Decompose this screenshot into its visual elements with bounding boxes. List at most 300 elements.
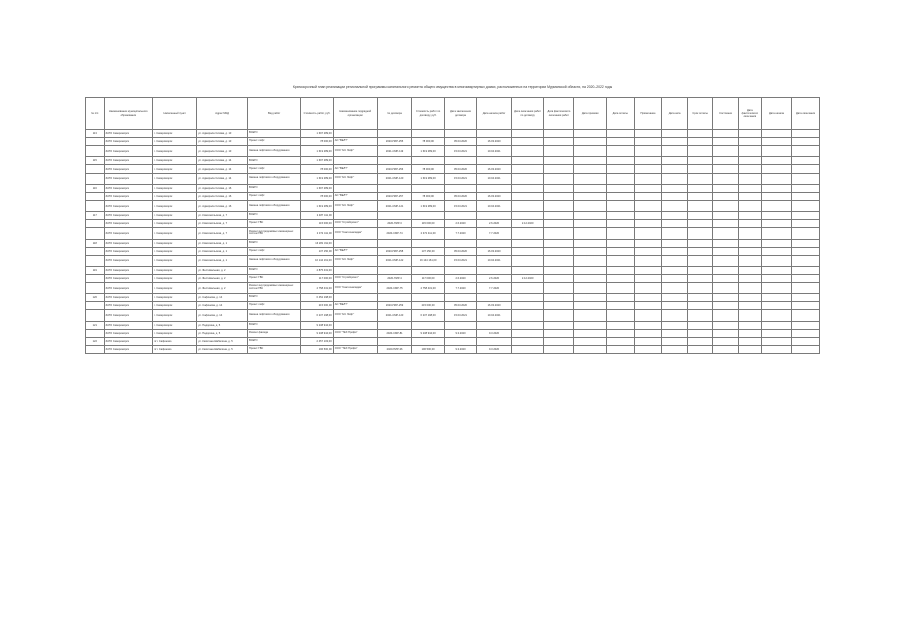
- table-cell: [544, 165, 574, 173]
- table-cell: АО "ВЕЛТ": [333, 192, 377, 200]
- table-cell: Замена лифтового оборудования: [248, 200, 301, 211]
- table-cell: [574, 228, 606, 239]
- table-cell: 122: [86, 337, 105, 345]
- table-cell: [738, 173, 761, 184]
- table-cell: [662, 165, 687, 173]
- table-cell: 78 000,00: [412, 165, 444, 173]
- table-cell: [713, 173, 738, 184]
- table-cell: 2021-СМР-123: [377, 310, 412, 321]
- table-cell: [544, 255, 574, 266]
- column-header: № п/п: [86, 98, 105, 130]
- table-cell: [761, 321, 791, 329]
- table-row: [86, 310, 820, 321]
- table-cell: [544, 184, 574, 192]
- table-cell: [687, 337, 712, 345]
- table-cell: [544, 294, 574, 302]
- table-cell: 05.03.2020: [444, 247, 476, 255]
- table-cell: ул. Адмирала Сизова, д. 14: [197, 157, 248, 165]
- table-cell: [606, 345, 634, 353]
- table-cell: 1 619 289,00: [301, 173, 333, 184]
- column-header: Стоимость работ, руб.: [301, 98, 333, 130]
- table-cell: [412, 212, 444, 220]
- column-header: Дата заключения договора: [444, 98, 476, 130]
- table-cell: [544, 192, 574, 200]
- table-cell: [761, 165, 791, 173]
- table-cell: [377, 266, 412, 274]
- table-cell: [511, 329, 543, 337]
- table-row: [86, 302, 820, 310]
- table-cell: [713, 130, 738, 138]
- table-cell: г. Североморск: [153, 228, 197, 239]
- table-cell: [606, 212, 634, 220]
- table-cell: ЗАТО Североморск: [104, 329, 153, 337]
- table-cell: [634, 345, 662, 353]
- table-cell: [477, 266, 512, 274]
- table-cell: [662, 255, 687, 266]
- table-cell: [477, 157, 512, 165]
- table-cell: [606, 200, 634, 211]
- table-cell: ЗАТО Североморск: [104, 321, 153, 329]
- table-cell: [713, 266, 738, 274]
- table-cell: ул. Падорина, д. 5: [197, 321, 248, 329]
- table-cell: [511, 266, 543, 274]
- table-cell: 2.6.2020: [444, 274, 476, 282]
- table-cell: [544, 212, 574, 220]
- table-cell: г. Североморск: [153, 329, 197, 337]
- table-cell: [444, 212, 476, 220]
- table-cell: [738, 200, 761, 211]
- table-cell: [761, 157, 791, 165]
- table-cell: [412, 294, 444, 302]
- table-cell: [761, 173, 791, 184]
- table-cell: [761, 274, 791, 282]
- table-cell: [713, 165, 738, 173]
- table-cell: 4 758 431,00: [301, 283, 333, 294]
- table-cell: [662, 283, 687, 294]
- table-cell: [713, 283, 738, 294]
- table-cell: [444, 321, 476, 329]
- table-cell: [574, 302, 606, 310]
- table-cell: Ремонт внутридомовых инженерных систем ГВС: [248, 228, 301, 239]
- table-cell: [687, 138, 712, 146]
- table-cell: [713, 212, 738, 220]
- table-cell: [738, 220, 761, 228]
- table-cell: [713, 302, 738, 310]
- table-cell: АО "ВЕЛТ": [333, 302, 377, 310]
- table-cell: [86, 165, 105, 173]
- column-header: Срок оплаты: [687, 98, 712, 130]
- table-cell: [86, 228, 105, 239]
- table-row: [86, 173, 820, 184]
- table-cell: [606, 294, 634, 302]
- table-cell: 2020-ПИР-36: [377, 345, 412, 353]
- table-cell: [634, 146, 662, 157]
- table-cell: [687, 228, 712, 239]
- table-cell: [792, 247, 820, 255]
- table-cell: ул. Фестивальная, д. 2: [197, 266, 248, 274]
- table-row: [86, 345, 820, 353]
- table-cell: Проект ГВС: [248, 220, 301, 228]
- table-cell: ЗАТО Североморск: [104, 294, 153, 302]
- table-cell: [574, 247, 606, 255]
- table-cell: г. Североморск: [153, 255, 197, 266]
- table-cell: [687, 212, 712, 220]
- table-cell: [792, 302, 820, 310]
- table-row: [86, 228, 820, 239]
- table-cell: [634, 228, 662, 239]
- table-cell: 9.3.2020: [444, 329, 476, 337]
- table-cell: [792, 266, 820, 274]
- table-cell: [574, 255, 606, 266]
- table-cell: [86, 283, 105, 294]
- table-cell: 16.03.2020: [477, 247, 512, 255]
- table-cell: [333, 266, 377, 274]
- table-cell: 15.03.2021: [444, 310, 476, 321]
- table-cell: 15.03.2021: [444, 173, 476, 184]
- table-cell: [662, 146, 687, 157]
- table-cell: г. Североморск: [153, 321, 197, 329]
- table-cell: 78 000,00: [301, 138, 333, 146]
- table-cell: [606, 283, 634, 294]
- table-row: [86, 294, 820, 302]
- table-cell: [687, 220, 712, 228]
- table-cell: [412, 337, 444, 345]
- table-cell: [511, 165, 543, 173]
- table-cell: [511, 192, 543, 200]
- column-header: Наименование муниципального образования: [104, 98, 153, 130]
- table-cell: 2.6.2020: [477, 220, 512, 228]
- table-cell: [738, 146, 761, 157]
- table-cell: [713, 247, 738, 255]
- table-cell: [606, 310, 634, 321]
- table-cell: АО "ВЕЛТ": [333, 165, 377, 173]
- table-row: [86, 146, 820, 157]
- table-cell: [713, 192, 738, 200]
- table-cell: 1 619 289,00: [412, 173, 444, 184]
- table-cell: 1 619 289,00: [412, 200, 444, 211]
- table-cell: 4 875 431,00: [301, 266, 333, 274]
- table-cell: [86, 329, 105, 337]
- table-cell: 9 238 944,00: [301, 329, 333, 337]
- table-cell: [634, 220, 662, 228]
- table-cell: 10.04.2021: [477, 200, 512, 211]
- table-cell: ЗАТО Североморск: [104, 228, 153, 239]
- table-cell: [634, 192, 662, 200]
- table-cell: [377, 337, 412, 345]
- table-cell: [574, 345, 606, 353]
- table-cell: ЗАТО Североморск: [104, 146, 153, 157]
- table-cell: [662, 310, 687, 321]
- table-cell: ул. Адмирала Сизова, д. 13: [197, 146, 248, 157]
- table-cell: [634, 310, 662, 321]
- column-header: Адрес МКД: [197, 98, 248, 130]
- table-cell: [333, 130, 377, 138]
- table-cell: [574, 294, 606, 302]
- table-cell: [761, 212, 791, 220]
- table-cell: [792, 200, 820, 211]
- table-cell: [792, 212, 820, 220]
- table-cell: г. Североморск: [153, 165, 197, 173]
- table-cell: ул. Комсомольская, д. 7: [197, 212, 248, 220]
- table-cell: [662, 130, 687, 138]
- table-cell: [687, 239, 712, 247]
- table-row: [86, 247, 820, 255]
- table-cell: [792, 138, 820, 146]
- table-cell: [662, 294, 687, 302]
- table-cell: ул. Адмирала Сизова, д. 13: [197, 130, 248, 138]
- table-cell: [477, 337, 512, 345]
- table-cell: [574, 266, 606, 274]
- table-cell: [412, 184, 444, 192]
- table-cell: [544, 345, 574, 353]
- table-cell: [792, 337, 820, 345]
- table-cell: [544, 146, 574, 157]
- table-cell: ВСЕГО: [248, 266, 301, 274]
- table-cell: [574, 138, 606, 146]
- table-cell: [477, 321, 512, 329]
- table-cell: [761, 200, 791, 211]
- table-cell: 7.7.2020: [444, 283, 476, 294]
- table-cell: [544, 130, 574, 138]
- table-cell: [761, 345, 791, 353]
- table-cell: [662, 138, 687, 146]
- table-cell: 16 144 161,00: [412, 255, 444, 266]
- table-cell: 16.03.2020: [477, 302, 512, 310]
- table-cell: ЗАТО Североморск: [104, 310, 153, 321]
- table-cell: ВСЕГО: [248, 294, 301, 302]
- table-cell: 10.04.2021: [477, 255, 512, 266]
- table-row: [86, 266, 820, 274]
- table-cell: [377, 157, 412, 165]
- table-row: [86, 200, 820, 211]
- table-cell: [444, 184, 476, 192]
- table-cell: ВСЕГО: [248, 130, 301, 138]
- table-cell: [662, 266, 687, 274]
- table-cell: [687, 283, 712, 294]
- table-cell: [634, 157, 662, 165]
- table-cell: ВСЕГО: [248, 184, 301, 192]
- table-cell: 16 144 161,00: [301, 255, 333, 266]
- table-cell: [606, 146, 634, 157]
- column-header: Примечание: [634, 98, 662, 130]
- column-header: Дата фактического окончания работ: [544, 98, 574, 130]
- table-cell: 121: [86, 321, 105, 329]
- table-cell: [761, 255, 791, 266]
- table-cell: 15.03.2021: [444, 255, 476, 266]
- table-cell: [792, 130, 820, 138]
- table-cell: 117: [86, 212, 105, 220]
- table-cell: 9.3.2020: [477, 345, 512, 353]
- table-cell: [792, 192, 820, 200]
- table-cell: [634, 255, 662, 266]
- table-cell: 2021-СМР-122: [377, 255, 412, 266]
- table-cell: 116: [86, 184, 105, 192]
- table-cell: [333, 294, 377, 302]
- table-cell: [634, 321, 662, 329]
- table-cell: [792, 157, 820, 165]
- table-cell: [606, 255, 634, 266]
- table-row: [86, 337, 820, 345]
- table-cell: [738, 138, 761, 146]
- table-cell: 113: [86, 130, 105, 138]
- table-cell: [544, 200, 574, 211]
- table-cell: [444, 239, 476, 247]
- table-cell: [86, 138, 105, 146]
- table-cell: АО "ВЕЛТ": [333, 138, 377, 146]
- table-cell: 2021-СМР-121: [377, 200, 412, 211]
- table-cell: [606, 173, 634, 184]
- table-cell: [713, 321, 738, 329]
- table-cell: [606, 184, 634, 192]
- table-cell: [687, 165, 712, 173]
- table-cell: 6 452 198,00: [301, 294, 333, 302]
- table-cell: ул. Адмирала Сизова, д. 16: [197, 200, 248, 211]
- table-cell: [574, 220, 606, 228]
- table-cell: ООО "НС Лифт": [333, 255, 377, 266]
- table-cell: ЗАТО Североморск: [104, 247, 153, 255]
- table-cell: [687, 310, 712, 321]
- column-header: Вид работ: [248, 98, 301, 130]
- table-cell: [713, 337, 738, 345]
- table-cell: ВСЕГО: [248, 212, 301, 220]
- table-cell: [738, 192, 761, 200]
- table-cell: [662, 228, 687, 239]
- table-cell: 16 281 311,00: [301, 239, 333, 247]
- table-cell: [713, 184, 738, 192]
- table-cell: [792, 274, 820, 282]
- table-cell: [606, 220, 634, 228]
- table-row: [86, 130, 820, 138]
- table-cell: [792, 310, 820, 321]
- table-cell: ООО "ТЕХ Профи": [333, 329, 377, 337]
- table-cell: [761, 220, 791, 228]
- table-cell: [86, 146, 105, 157]
- table-cell: [606, 157, 634, 165]
- table-cell: [662, 247, 687, 255]
- table-cell: [662, 345, 687, 353]
- table-cell: 215 000,00: [301, 302, 333, 310]
- table-cell: [412, 239, 444, 247]
- table-cell: 117 000,00: [412, 274, 444, 282]
- table-cell: [792, 184, 820, 192]
- table-cell: [713, 310, 738, 321]
- table-cell: [634, 329, 662, 337]
- table-cell: ООО "Стройпроект": [333, 274, 377, 282]
- table-cell: г. Североморск: [153, 247, 197, 255]
- table-cell: ЗАТО Североморск: [104, 283, 153, 294]
- table-cell: [738, 184, 761, 192]
- table-cell: г. Североморск: [153, 157, 197, 165]
- table-cell: [333, 157, 377, 165]
- table-cell: 117 000,00: [301, 274, 333, 282]
- table-cell: [761, 146, 791, 157]
- table-cell: Проект лифт: [248, 247, 301, 255]
- column-header: Дата приемки: [574, 98, 606, 130]
- table-cell: 05.03.2020: [444, 302, 476, 310]
- table-cell: ЗАТО Североморск: [104, 138, 153, 146]
- table-cell: [333, 337, 377, 345]
- register-table: [85, 97, 820, 354]
- table-cell: [687, 329, 712, 337]
- table-cell: [544, 321, 574, 329]
- table-row: [86, 274, 820, 282]
- table-cell: [86, 200, 105, 211]
- table-cell: [792, 329, 820, 337]
- table-cell: [634, 130, 662, 138]
- table-cell: [687, 146, 712, 157]
- table-cell: 115 000,00: [412, 220, 444, 228]
- table-cell: [574, 130, 606, 138]
- column-header: Дата начала работ: [477, 98, 512, 130]
- table-cell: [662, 184, 687, 192]
- table-cell: [511, 157, 543, 165]
- table-cell: [713, 294, 738, 302]
- table-cell: [544, 266, 574, 274]
- table-cell: ул. Комсомольская, д. 7: [197, 228, 248, 239]
- table-cell: 2020-СМР-74: [377, 228, 412, 239]
- table-cell: [606, 266, 634, 274]
- table-cell: [574, 212, 606, 220]
- table-cell: [606, 138, 634, 146]
- table-cell: ООО "НС Лифт": [333, 310, 377, 321]
- table-cell: ул. Сафонова, д. 14: [197, 310, 248, 321]
- table-cell: 1 697 289,00: [301, 184, 333, 192]
- table-cell: [634, 184, 662, 192]
- table-cell: [412, 321, 444, 329]
- table-cell: [687, 247, 712, 255]
- table-cell: 1 697 289,00: [301, 157, 333, 165]
- table-cell: ул. Фестивальная, д. 2: [197, 274, 248, 282]
- table-cell: ООО "НС Лифт": [333, 200, 377, 211]
- table-cell: г. Североморск: [153, 274, 197, 282]
- table-cell: [687, 157, 712, 165]
- table-cell: [377, 321, 412, 329]
- table-cell: [544, 239, 574, 247]
- table-row: [86, 283, 820, 294]
- column-header: № договора: [377, 98, 412, 130]
- table-cell: [634, 165, 662, 173]
- table-cell: 10.04.2021: [477, 173, 512, 184]
- table-cell: 2020-ПИР-259: [377, 302, 412, 310]
- table-cell: 2 487 411,00: [301, 212, 333, 220]
- table-cell: ЗАТО Североморск: [104, 337, 153, 345]
- table-cell: ул. Капитана Шабалина, д. 5: [197, 345, 248, 353]
- table-cell: 1 619 289,00: [301, 200, 333, 211]
- table-cell: ЗАТО Североморск: [104, 192, 153, 200]
- table-cell: [86, 247, 105, 255]
- table-cell: [662, 321, 687, 329]
- table-cell: [511, 184, 543, 192]
- table-cell: г. Североморск: [153, 146, 197, 157]
- table-cell: ул. Комсомольская, д. 1: [197, 255, 248, 266]
- table-cell: 6 237 198,00: [412, 310, 444, 321]
- table-cell: [606, 337, 634, 345]
- table-cell: 78 000,00: [301, 165, 333, 173]
- table-cell: [738, 157, 761, 165]
- table-cell: пгт. Сафоново: [153, 345, 197, 353]
- table-cell: ООО "НС Лифт": [333, 173, 377, 184]
- table-cell: [333, 212, 377, 220]
- table-cell: ЗАТО Североморск: [104, 255, 153, 266]
- table-cell: [738, 310, 761, 321]
- table-cell: [544, 247, 574, 255]
- table-cell: [511, 321, 543, 329]
- column-header: Дата окончания работ по договору: [511, 98, 543, 130]
- table-cell: 16.03.2020: [477, 165, 512, 173]
- table-cell: 9 238 944,00: [412, 329, 444, 337]
- table-cell: [511, 255, 543, 266]
- table-cell: 05.03.2020: [444, 138, 476, 146]
